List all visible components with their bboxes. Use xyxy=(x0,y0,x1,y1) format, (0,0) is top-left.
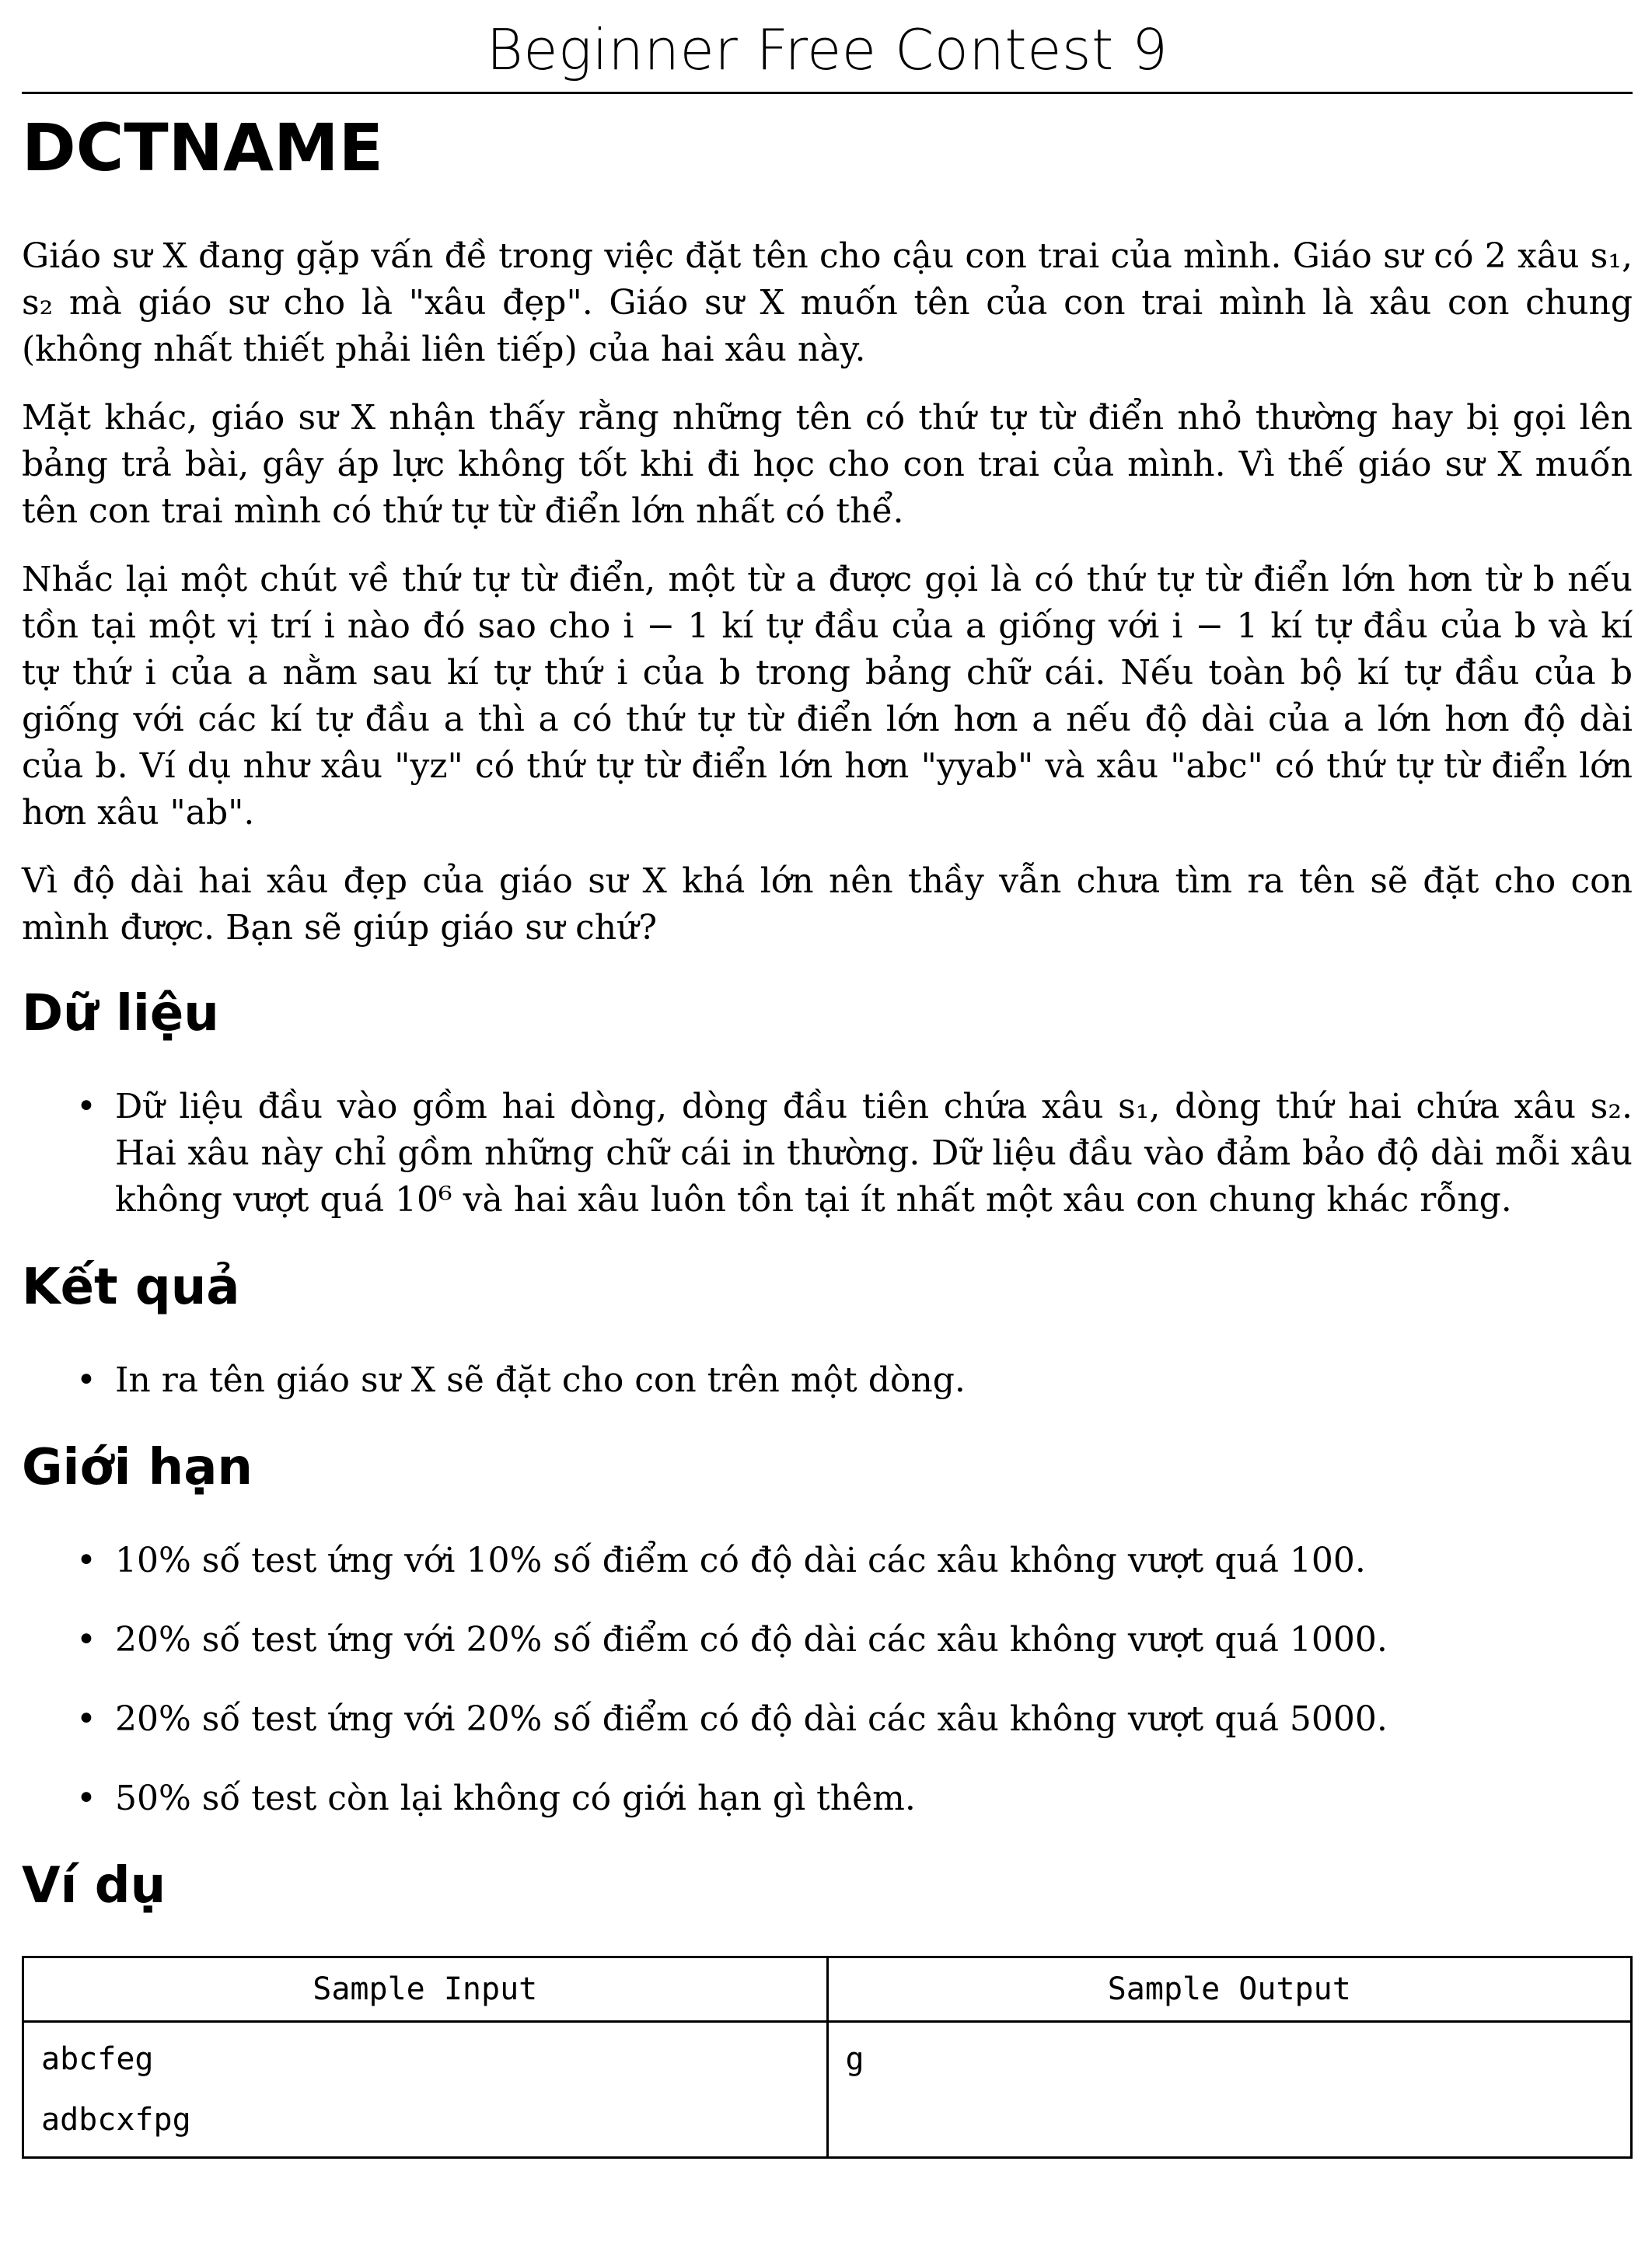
sample-output-line: g xyxy=(845,2041,864,2077)
limits-list xyxy=(22,1538,1633,1822)
problem-content xyxy=(22,233,1633,2159)
input-item: • Dữ liệu đầu vào gồm hai dòng, dòng đầu tiên chứa xâu s₁, dòng thứ hai chứa xâu s₂. Hai xâu này chỉ gồm những chữ cái in thường. Dữ liệu đầu vào đảm bảo độ dài mỗi xâu không vượt quá 10⁶ và hai xâu luôn tồn tại ít nhất một xâu con chung khác rỗng. xyxy=(22,1084,1633,1224)
sample-output-header: Sample Output xyxy=(827,1957,1632,2022)
sample-input-header: Sample Input xyxy=(23,1957,828,2022)
limit-item: • 50% số test còn lại không có giới hạn gì thêm. xyxy=(22,1775,1633,1822)
statement-paragraph-2: Mặt khác, giáo sư X nhận thấy rằng những tên có thứ tự từ điển nhỏ thường hay bị gọi lên bảng trả bài, gây áp lực không tốt khi đi học cho con trai của mình. Vì thế giáo sư X muốn tên con trai mình có thứ tự từ điển lớn nhất có thể. xyxy=(22,398,1633,531)
limit-item: • 20% số test ứng với 20% số điểm có độ dài các xâu không vượt quá 1000. xyxy=(22,1617,1633,1664)
contest-title: Beginner Free Contest 9 xyxy=(486,17,1168,82)
sample-table-header-row xyxy=(23,1957,1632,2022)
output-list xyxy=(22,1357,1633,1404)
statement-paragraph-4: Vì độ dài hai xâu đẹp của giáo sư X khá lớn nên thầy vẫn chưa tìm ra tên sẽ đặt cho con mình được. Bạn sẽ giúp giáo sư chứ? xyxy=(22,861,1633,948)
input-list xyxy=(22,1084,1633,1224)
limit-item: • 10% số test ứng với 10% số điểm có độ dài các xâu không vượt quá 100. xyxy=(22,1538,1633,1584)
statement-paragraph-3: Nhắc lại một chút về thứ tự từ điển, một từ a được gọi là có thứ tự từ điển lớn hơn từ b nếu tồn tại một vị trí i nào đó sao cho i − 1 kí tự đầu của a giống với i − 1 kí tự đầu của b và kí tự thứ i của a nằm sau kí tự thứ i của b trong bảng chữ cái. Nếu toàn bộ kí tự đầu của b giống với các kí tự đầu a thì a có thứ tự từ điển lớn hơn a nếu độ dài của a lớn hơn độ dài của b. Ví dụ như xâu "yz" có thứ tự từ điển lớn hơn "yyab" và xâu "abc" có thứ tự từ điển lớn hơn xâu "ab". xyxy=(22,560,1633,833)
output-heading: Kết quả xyxy=(22,1259,240,1316)
sample-input-line: adbcxfpg xyxy=(41,2102,191,2138)
sample-output-cell xyxy=(827,2022,1632,2158)
limits-heading: Giới hạn xyxy=(22,1439,253,1496)
sample-table-row xyxy=(23,2022,1632,2158)
limit-item: • 20% số test ứng với 20% số điểm có độ dài các xâu không vượt quá 5000. xyxy=(22,1696,1633,1743)
statement-paragraph-1: Giáo sư X đang gặp vấn đề trong việc đặt tên cho cậu con trai của mình. Giáo sư có 2 xâu s₁, s₂ mà giáo sư cho là "xâu đẹp". Giáo sư X muốn tên của con trai mình là xâu con chung (không nhất thiết phải liên tiếp) của hai xâu này. xyxy=(22,236,1633,369)
sample-input-line: abcfeg xyxy=(41,2041,154,2077)
example-heading: Ví dụ xyxy=(22,1857,166,1915)
problem-title: DCTNAME xyxy=(22,110,383,186)
page-header xyxy=(22,11,1633,94)
sample-table xyxy=(22,1956,1633,2159)
sample-input-cell xyxy=(23,2022,828,2158)
output-item: • In ra tên giáo sư X sẽ đặt cho con trên một dòng. xyxy=(22,1357,1633,1404)
input-heading: Dữ liệu xyxy=(22,985,219,1042)
